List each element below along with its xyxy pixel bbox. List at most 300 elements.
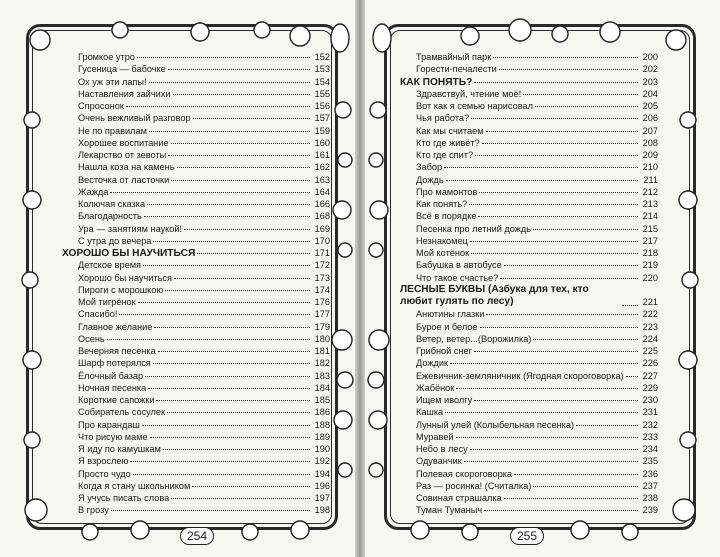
dot-leader: [153, 241, 310, 242]
toc-entry-page: 171: [314, 248, 330, 258]
toc-entry-title: Наставления зайчихи: [78, 88, 171, 99]
dot-leader: [626, 376, 638, 377]
dot-leader: [107, 339, 310, 340]
toc-entry-page: 164: [314, 186, 330, 197]
toc-entry: [62, 149, 330, 161]
dot-leader: [493, 57, 638, 58]
toc-entry-page: 229: [642, 382, 658, 393]
dot-leader: [163, 449, 310, 450]
toc-entry: [62, 394, 330, 406]
toc-entry-page: 185: [314, 395, 330, 405]
toc-entry-page: 203: [642, 76, 658, 87]
toc-entry-page: 173: [314, 272, 330, 283]
toc-entry: [62, 76, 330, 88]
toc-entry: [62, 112, 330, 124]
toc-entry-page: 163: [314, 174, 330, 185]
dot-leader: [474, 351, 638, 352]
toc-entry-title: Дождь: [416, 174, 444, 185]
toc-entry-title: Кто где спит?: [416, 150, 474, 160]
toc-entry-title: В грозу: [78, 505, 109, 516]
toc-entry-page: 162: [314, 162, 330, 173]
toc-entry: [400, 51, 658, 63]
right-page-number: 255: [510, 527, 544, 545]
dot-leader: [576, 425, 638, 426]
toc-entry-page: 220: [642, 272, 658, 283]
dot-leader: [474, 82, 638, 83]
toc-entry: [400, 186, 658, 198]
toc-entry: [400, 161, 658, 173]
toc-entry-title: Колючая сказка: [78, 199, 146, 209]
dot-leader: [133, 474, 310, 475]
toc-entry-title: Ветер, ветер...(Ворожилка): [416, 333, 532, 344]
toc-entry-page: 238: [642, 493, 658, 503]
dot-leader: [533, 229, 638, 230]
dot-leader: [173, 94, 310, 95]
toc-entry-page: 172: [314, 260, 330, 271]
toc-entry: [400, 198, 658, 210]
toc-entry-page: 237: [642, 480, 658, 491]
toc-entry-page: 169: [314, 223, 330, 234]
dot-leader: [486, 314, 638, 315]
toc-entry: [400, 492, 658, 504]
toc-entry-title: Бурое и белое: [416, 321, 478, 332]
toc-entry: [62, 443, 330, 455]
dot-leader: [144, 216, 310, 217]
toc-entry: [400, 431, 658, 443]
dot-leader: [171, 180, 310, 181]
toc-entry-page: 206: [642, 113, 658, 124]
toc-entry: [62, 492, 330, 504]
dot-leader: [535, 106, 638, 107]
dot-leader: [137, 57, 310, 58]
toc-entry-title: Жабёнок: [416, 382, 455, 393]
toc-entry-title: Вот как я семью нарисовал: [416, 101, 533, 111]
toc-entry-page: 223: [642, 321, 658, 332]
dot-leader: [464, 461, 638, 462]
toc-entry-page: 166: [314, 199, 330, 209]
toc-entry-page: 183: [314, 370, 330, 381]
toc-entry-title: Осень: [78, 333, 105, 344]
toc-entry-page: 218: [642, 248, 658, 258]
toc-entry-page: 221: [642, 297, 658, 307]
toc-entry-title: Дождик: [416, 358, 448, 369]
toc-entry-title: Главное желание: [78, 321, 153, 332]
dot-leader: [474, 400, 638, 401]
section-heading-row: [62, 247, 330, 259]
toc-entry-page: 205: [642, 101, 658, 111]
toc-entry-title: Ищем иволгу: [416, 395, 473, 405]
toc-entry-title: Очень вежливый разговор: [78, 113, 191, 124]
toc-entry-page: 168: [314, 211, 330, 222]
toc-entry-page: 157: [314, 113, 330, 124]
toc-entry-title: Кашка: [416, 407, 444, 418]
toc-entry-title: Лунный улей (Колыбельная песенка): [416, 419, 575, 430]
toc-entry: [400, 149, 658, 161]
toc-entry-title: Просто чудо: [78, 468, 131, 479]
toc-entry-title: Как мы считаем: [416, 125, 484, 136]
toc-entry: [62, 174, 330, 186]
toc-entry-title: Хорошо бы научиться: [78, 272, 172, 283]
toc-entry: [400, 63, 658, 75]
toc-entry-title: Всё в порядке: [416, 211, 477, 222]
dot-leader: [126, 106, 310, 107]
toc-entry-page: 155: [314, 88, 330, 99]
toc-entry-page: 214: [642, 211, 658, 222]
toc-entry-page: 186: [314, 407, 330, 418]
toc-entry-page: 236: [642, 468, 658, 479]
toc-entry: [400, 455, 658, 467]
toc-entry-title: Незнакомец: [416, 235, 468, 246]
left-contents-list: [62, 51, 330, 517]
dot-leader: [478, 216, 638, 217]
dot-leader: [471, 253, 638, 254]
toc-entry: [400, 370, 658, 382]
toc-entry: [62, 272, 330, 284]
toc-entry-page: 190: [314, 444, 330, 454]
toc-entry-title: Ночная песенка: [78, 382, 147, 393]
dot-leader: [177, 167, 311, 168]
toc-entry: [400, 235, 658, 247]
toc-entry-page: 179: [314, 321, 330, 332]
dot-leader: [470, 449, 638, 450]
toc-entry-page: 184: [314, 382, 330, 393]
toc-entry-page: 197: [314, 493, 330, 503]
toc-entry-page: 200: [642, 52, 658, 62]
toc-entry: [62, 419, 330, 431]
toc-entry-title: Ежевичник-земляничник (Ягодная скороговорка): [416, 370, 624, 381]
toc-entry-page: 230: [642, 395, 658, 405]
toc-entry: [62, 125, 330, 137]
toc-entry-page: 198: [314, 505, 330, 516]
toc-entry-title: Трамвайный парк: [416, 52, 492, 62]
toc-entry-title: Я иду по камушкам: [78, 444, 161, 454]
toc-entry: [400, 223, 658, 235]
dot-leader: [514, 474, 638, 475]
toc-entry-title: Анютины глазки: [416, 309, 485, 320]
toc-entry-page: 234: [642, 444, 658, 454]
toc-entry: [62, 345, 330, 357]
toc-entry-page: 196: [314, 480, 330, 491]
section-heading-title: ЛЕСНЫЕ БУКВЫ (Азбука для тех, кто любит гулять по лесу): [400, 283, 589, 307]
dot-leader: [486, 131, 638, 132]
toc-entry-page: 160: [314, 137, 330, 148]
dot-leader: [143, 265, 310, 266]
dot-leader: [471, 118, 638, 119]
toc-entry-title: Не по правилам: [78, 125, 147, 136]
dot-leader: [154, 327, 310, 328]
toc-entry-title: Хорошее воспитание: [78, 137, 169, 148]
toc-entry: [400, 382, 658, 394]
toc-entry-page: 224: [642, 333, 658, 344]
toc-entry: [62, 100, 330, 112]
toc-entry: [400, 100, 658, 112]
toc-entry-page: 219: [642, 260, 658, 271]
toc-entry-page: 161: [314, 150, 330, 160]
toc-entry-page: 222: [642, 309, 658, 320]
dot-leader: [165, 290, 310, 291]
toc-entry-page: 235: [642, 456, 658, 467]
toc-entry-title: Я взрослею: [78, 456, 129, 467]
toc-entry-title: Когда я стану школьником: [78, 480, 191, 491]
toc-entry-page: 239: [642, 505, 658, 516]
dot-leader: [475, 155, 638, 156]
toc-entry-page: 182: [314, 358, 330, 369]
toc-entry: [62, 88, 330, 100]
toc-entry-title: Грибной снег: [416, 346, 472, 356]
toc-entry: [62, 333, 330, 345]
toc-entry-title: Про мамонтов: [416, 186, 478, 197]
toc-entry: [400, 468, 658, 480]
dot-leader: [138, 302, 310, 303]
toc-entry: [62, 63, 330, 75]
toc-entry-page: 174: [314, 284, 330, 295]
toc-entry-title: Что рисую маме: [78, 431, 148, 442]
dot-leader: [171, 143, 310, 144]
toc-entry-title: Ура — занятиям наукой!: [78, 223, 183, 234]
dot-leader: [171, 498, 310, 499]
toc-entry-title: Пироги с морошкою: [78, 284, 164, 295]
toc-entry: [62, 455, 330, 467]
dot-leader: [450, 363, 638, 364]
dot-leader: [504, 265, 638, 266]
dot-leader: [184, 229, 310, 230]
dot-leader: [480, 327, 638, 328]
toc-entry-title: Про карандаш: [78, 419, 140, 430]
toc-entry-page: 217: [642, 235, 658, 246]
dot-leader: [168, 155, 310, 156]
toc-entry-title: Муравей: [416, 431, 454, 442]
toc-entry-title: Одуванчик: [416, 456, 462, 467]
toc-entry-page: 192: [314, 456, 330, 467]
toc-entry: [62, 382, 330, 394]
toc-entry: [400, 321, 658, 333]
dot-leader: [469, 204, 638, 205]
toc-entry-title: Вечерняя песенка: [78, 346, 156, 356]
toc-entry-title: Что такое счастье?: [416, 272, 499, 283]
toc-entry: [400, 259, 658, 271]
section-heading-title: КАК ПОНЯТЬ?: [400, 76, 473, 88]
toc-entry: [400, 174, 658, 186]
toc-entry: [400, 357, 658, 369]
toc-entry-title: Весточка от ласточки: [78, 174, 170, 185]
toc-entry-title: Кто где живёт?: [416, 137, 480, 148]
toc-entry-title: Мой котёнок: [416, 248, 470, 258]
dot-leader: [456, 388, 638, 389]
dot-leader: [149, 131, 310, 132]
toc-entry-title: Спасибо!: [78, 309, 118, 320]
toc-entry-title: Детское время: [78, 260, 142, 271]
toc-entry: [62, 137, 330, 149]
right-contents-list: [400, 51, 658, 517]
toc-entry: [400, 137, 658, 149]
dot-leader: [533, 486, 638, 487]
toc-entry-page: 210: [642, 162, 658, 173]
toc-entry-page: 202: [642, 64, 658, 75]
book-gutter: [355, 0, 365, 557]
toc-entry: [62, 51, 330, 63]
toc-entry: [62, 210, 330, 222]
toc-entry-title: Шарф потерялся: [78, 358, 151, 369]
toc-entry-page: 213: [642, 199, 658, 209]
toc-entry: [62, 370, 330, 382]
dot-leader: [446, 180, 638, 181]
section-heading-title: ХОРОШО БЫ НАУЧИТЬСЯ: [62, 248, 196, 259]
toc-entry: [62, 235, 330, 247]
toc-entry: [62, 480, 330, 492]
toc-entry-title: Совиная страшалка: [416, 493, 502, 503]
toc-entry-title: Ох уж эти лапы!: [78, 76, 147, 87]
dot-leader: [533, 339, 638, 340]
toc-entry-title: Небо в лесу: [416, 444, 468, 454]
dot-leader: [482, 143, 638, 144]
dot-leader: [504, 498, 638, 499]
toc-entry-title: Короткие сапожки: [78, 395, 155, 405]
toc-entry: [400, 125, 658, 137]
toc-entry: [400, 247, 658, 259]
toc-entry-title: Здравствуй, чтение моё!: [416, 88, 522, 99]
toc-entry-page: 170: [314, 235, 330, 246]
dot-leader: [167, 412, 310, 413]
toc-entry-page: 152: [314, 52, 330, 62]
dot-leader: [445, 412, 638, 413]
toc-entry-title: Туман Туманыч: [416, 505, 483, 516]
toc-entry: [400, 419, 658, 431]
dot-leader: [197, 253, 310, 254]
dot-leader: [150, 437, 310, 438]
toc-entry-title: Полевая скороговорка: [416, 468, 513, 479]
toc-entry-title: Чья работа?: [416, 113, 470, 124]
toc-entry-page: 154: [314, 76, 330, 87]
dot-leader: [153, 363, 310, 364]
toc-entry-page: 232: [642, 419, 658, 430]
toc-entry: [400, 406, 658, 418]
dot-leader: [158, 351, 310, 352]
toc-entry-title: Бабушка в автобусе: [416, 260, 502, 271]
toc-entry-title: Нашла коза на камень: [78, 162, 175, 173]
toc-entry-title: Мой тигрёнок: [78, 297, 136, 307]
toc-entry: [400, 345, 658, 357]
toc-entry-title: Я учусь писать слова: [78, 493, 170, 503]
dot-leader: [444, 167, 638, 168]
section-heading-row: [400, 284, 658, 309]
dot-leader: [148, 388, 310, 389]
toc-entry: [62, 296, 330, 308]
dot-leader: [142, 425, 310, 426]
toc-entry-title: Жажда: [78, 186, 109, 197]
toc-entry: [400, 333, 658, 345]
toc-entry: [62, 357, 330, 369]
dot-leader: [470, 241, 638, 242]
toc-entry: [400, 210, 658, 222]
dot-leader: [484, 510, 638, 511]
toc-entry: [62, 431, 330, 443]
toc-entry-page: 189: [314, 431, 330, 442]
toc-entry-page: 204: [642, 88, 658, 99]
dot-leader: [145, 376, 310, 377]
dot-leader: [130, 461, 310, 462]
toc-entry-title: Гусеница — бабочке: [78, 64, 166, 75]
toc-entry: [400, 112, 658, 124]
dot-leader: [479, 192, 638, 193]
toc-entry-page: 177: [314, 309, 330, 320]
toc-entry: [62, 161, 330, 173]
toc-entry: [62, 504, 330, 516]
toc-entry: [62, 406, 330, 418]
toc-entry-page: 156: [314, 101, 330, 111]
toc-entry: [400, 504, 658, 516]
toc-entry: [400, 443, 658, 455]
toc-entry-title: Собиратель сосулек: [78, 407, 166, 418]
toc-entry-page: 207: [642, 125, 658, 136]
toc-entry-page: 227: [642, 370, 658, 381]
toc-entry-page: 233: [642, 431, 658, 442]
toc-entry: [62, 468, 330, 480]
toc-entry-title: Громкое утро: [78, 52, 135, 62]
dot-leader: [499, 69, 638, 70]
toc-entry: [62, 198, 330, 210]
toc-entry-page: 194: [314, 468, 330, 479]
toc-entry-title: Благодарность: [78, 211, 142, 222]
dot-leader: [192, 486, 310, 487]
toc-entry: [400, 88, 658, 100]
section-heading-row: [400, 76, 658, 88]
dot-leader: [523, 94, 638, 95]
dot-leader: [193, 118, 310, 119]
toc-entry: [400, 480, 658, 492]
dot-leader: [622, 305, 638, 306]
dot-leader: [168, 69, 310, 70]
toc-entry-page: 153: [314, 64, 330, 75]
toc-entry-title: Спросонок: [78, 101, 124, 111]
toc-entry-page: 209: [642, 150, 658, 160]
toc-entry: [62, 223, 330, 235]
toc-entry: [62, 259, 330, 271]
toc-entry: [400, 272, 658, 284]
toc-entry-page: 211: [643, 174, 658, 185]
toc-entry-page: 215: [642, 223, 658, 234]
toc-entry-page: 212: [642, 186, 658, 197]
dot-leader: [156, 400, 310, 401]
toc-entry-title: Забор: [416, 162, 443, 173]
toc-entry-page: 181: [314, 346, 330, 356]
dot-leader: [456, 437, 639, 438]
toc-entry-title: Как понять?: [416, 199, 468, 209]
dot-leader: [500, 278, 638, 279]
toc-entry: [62, 186, 330, 198]
toc-entry-page: 180: [314, 333, 330, 344]
toc-entry-page: 159: [314, 125, 330, 136]
toc-entry: [400, 394, 658, 406]
toc-entry: [62, 321, 330, 333]
toc-entry: [62, 308, 330, 320]
toc-entry-page: 231: [642, 407, 658, 418]
dot-leader: [111, 510, 310, 511]
dot-leader: [149, 82, 310, 83]
toc-entry-title: Лекарство от зевоты: [78, 150, 167, 160]
toc-entry-title: Горести-печалести: [416, 64, 497, 75]
dot-leader: [110, 192, 310, 193]
toc-entry: [400, 308, 658, 320]
dot-leader: [174, 278, 310, 279]
left-page-number: 254: [180, 527, 214, 545]
dot-leader: [147, 204, 310, 205]
toc-entry-page: 226: [642, 358, 658, 369]
dot-leader: [119, 314, 310, 315]
toc-entry: [62, 284, 330, 296]
toc-entry-page: 188: [314, 419, 330, 430]
toc-entry-page: 225: [642, 346, 658, 356]
toc-entry-title: Песенка про летний дождь: [416, 223, 532, 234]
